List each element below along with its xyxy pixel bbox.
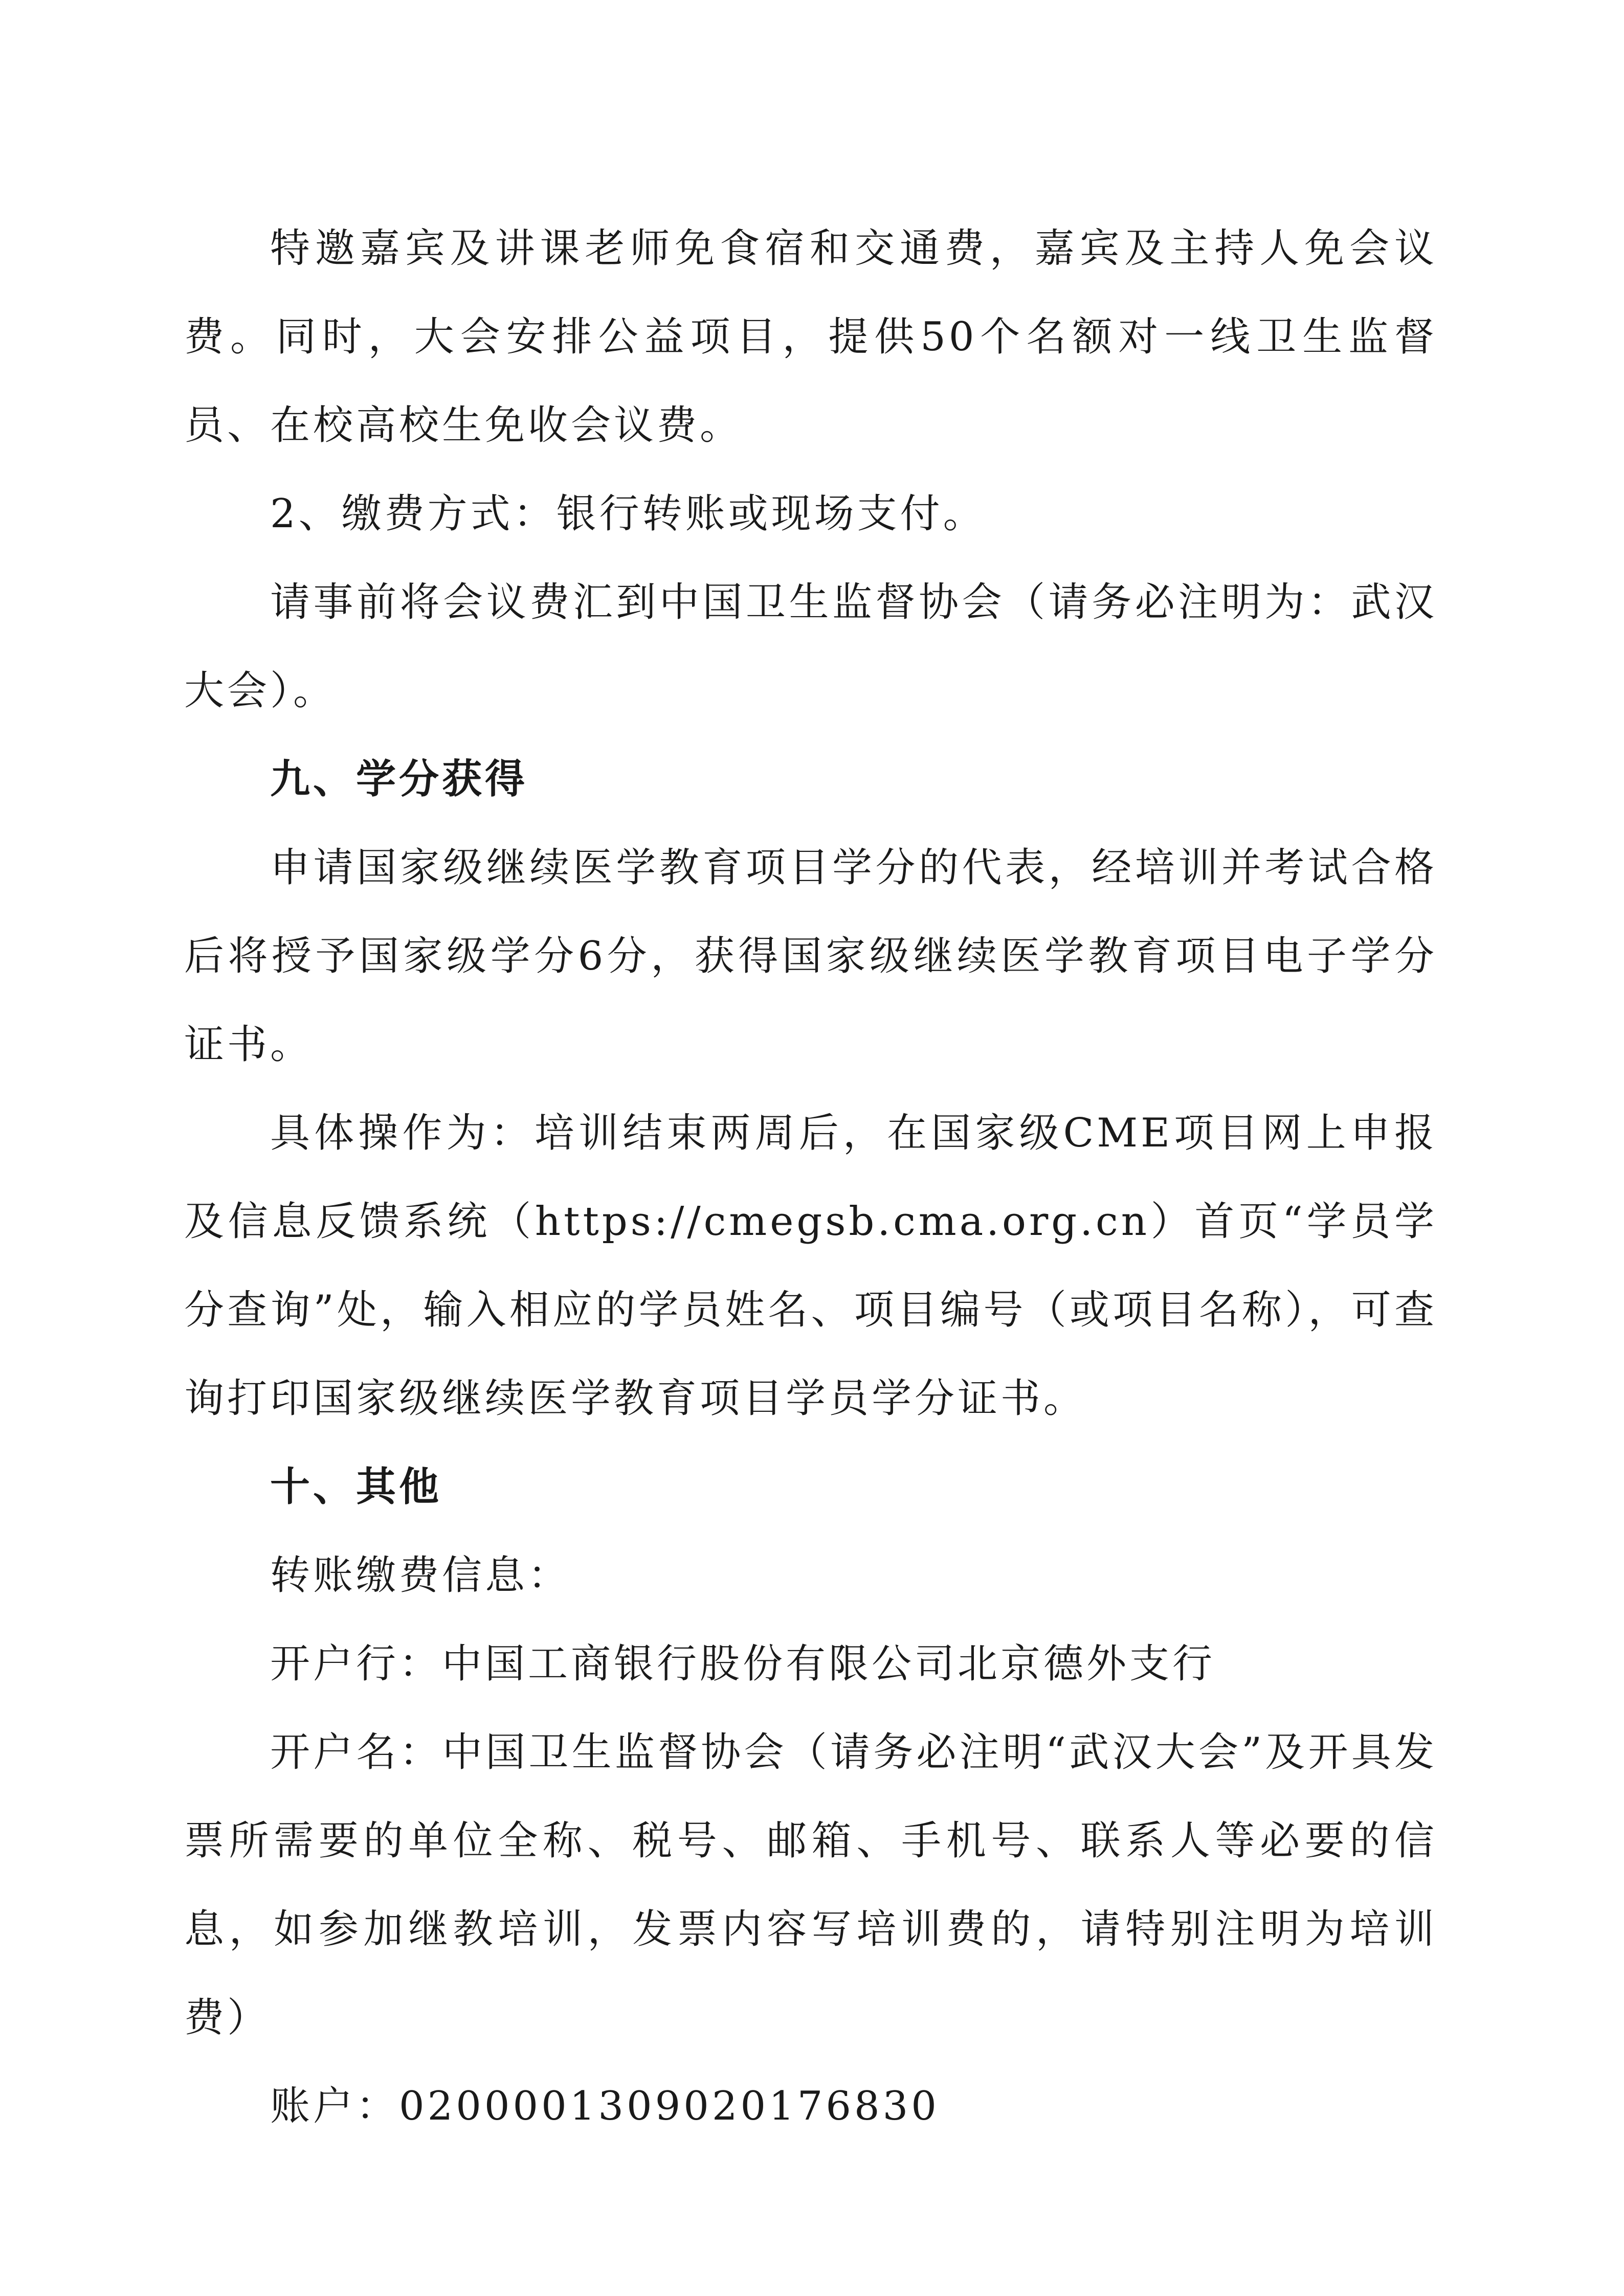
remittance-note-paragraph: 请事前将会议费汇到中国卫生监督协会（请务必注明为：武汉大会）。 — [184, 579, 1437, 714]
section-ten-heading: 十、其他 — [270, 1464, 442, 1510]
payment-method-paragraph: 2、缴费方式：银行转账或现场支付。 — [270, 491, 986, 537]
section-nine-heading: 九、学分获得 — [270, 756, 528, 802]
document-body — [184, 205, 1437, 2151]
transfer-info-label: 转账缴费信息： — [270, 1552, 571, 1599]
credit-paragraph: 申请国家级继续医学教育项目学分的代表，经培训并考试合格后将授予国家级学分6分，获得国家级继续医学教育项目电子学分证书。 — [184, 845, 1437, 1068]
bank-name-line: 开户行：中国工商银行股份有限公司北京德外支行 — [270, 1641, 1216, 1687]
account-number-line: 账户：0200001309020176830 — [270, 2083, 940, 2129]
fee-exemption-paragraph: 特邀嘉宾及讲课老师免食宿和交通费，嘉宾及主持人免会议费。同时，大会安排公益项目，提供50个名额对一线卫生监督员、在校高校生免收会议费。 — [184, 226, 1437, 448]
account-name-paragraph: 开户名：中国卫生监督协会（请务必注明“武汉大会”及开具发票所需要的单位全称、税号、邮箱、手机号、联系人等必要的信息，如参加继教培训，发票内容写培训费的，请特别注明为培训费） — [184, 1729, 1437, 2041]
credit-operation-paragraph: 具体操作为：培训结束两周后，在国家级CME项目网上申报及信息反馈系统（https://cmegsb.cma.org.cn）首页“学员学分查询”处，输入相应的学员姓名、项目编号（或项目名称），可查询打印国家级继续医学教育项目学员学分证书。 — [184, 1110, 1437, 1422]
